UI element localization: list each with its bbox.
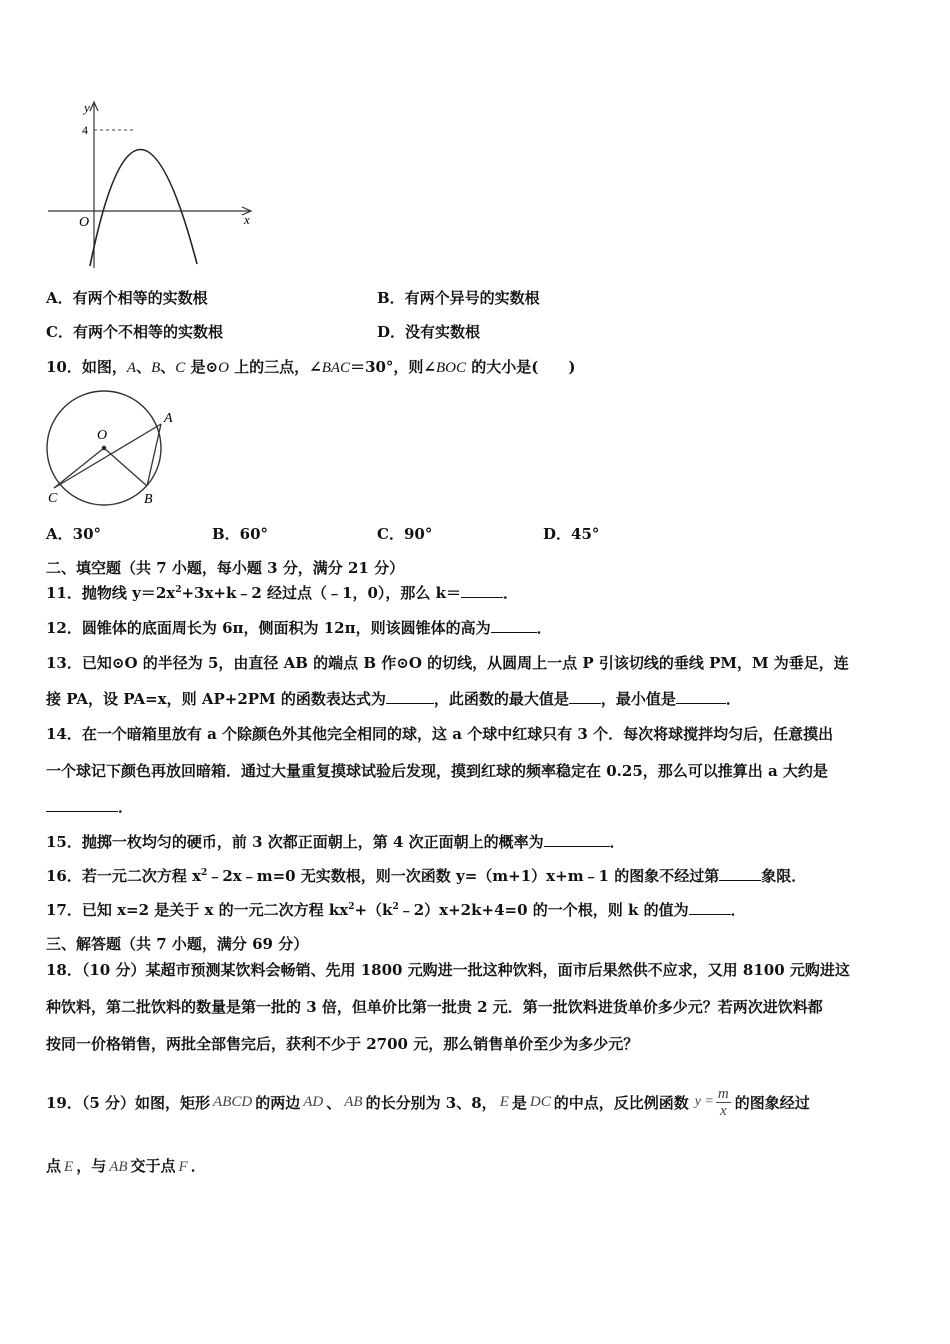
q19-line2: 点 E ，与 AB 交于点 F ． <box>46 1157 206 1175</box>
q13-line2: 接 PA，设 PA=x，则 AP+2PM 的函数表达式为 ，此函数的最大值是 ，最小值是 ． <box>46 690 741 708</box>
q10-text: 10．如图，A、B、C 是⊙O 上的三点，∠BAC＝30°，则∠BOC 的大小是( ) <box>46 358 576 376</box>
y-axis-label: y <box>84 100 90 115</box>
q16-text: 16．若一元二次方程 $x^2﹣2x﹣m=0$ 无实数根，则一次函数 y=（m+1）x+m﹣1 的图象不经过第 象限． <box>46 867 807 885</box>
q17-text: 17．已知 x=2 是关于 x 的一元二次方程 $kx^2+(k^2﹣2)x+2k+4=0$ 的一个根，则 k 的值为 ． <box>46 901 746 919</box>
max-value-label: 4 <box>82 123 88 137</box>
q18-line2: 种饮料，第二批饮料的数量是第一批的 3 倍，但单价比第一批贵 2 元．第一批饮料进货单价多少元？若两次进饮料都 <box>46 998 823 1016</box>
q18-line1: 18．（10 分）某超市预测某饮料会畅销、先用 1800 元购进一批这种饮料，面市后果然供不应求，又用 8100 元购进这 <box>46 961 850 979</box>
q19-line1: 19．（5 分）如图，矩形 ABCD 的两边 AD 、 AB 的长分别为 3、8， E 是 DC 的中点，反比例函数 y = $\frac{m}{x}$ 的图象经过 <box>46 1085 810 1119</box>
q13-line1: 13．已知⊙O 的半径为 5，由直径 AB 的端点 B 作⊙O 的切线，从圆周上一点 P 引该切线的垂线 PM，M 为垂足，连 <box>46 654 849 672</box>
q10-option-d: D．45° <box>543 525 600 543</box>
q18-line3: 按同一价格销售，两批全部售完后，获利不少于 2700 元，那么销售单价至少为多少元？ <box>46 1035 639 1053</box>
q14-line1: 14．在一个暗箱里放有 a 个除颜色外其他完全相同的球，这 a 个球中红球只有 3 个．每次将球搅拌均匀后，任意摸出 <box>46 725 834 743</box>
label-b: B <box>144 492 153 507</box>
parabola-curve <box>90 149 197 266</box>
q10-option-a: A．30° <box>46 525 102 543</box>
q14-line3: ． <box>46 796 133 817</box>
q9-option-c: C．有两个不相等的实数根 <box>46 323 223 341</box>
q14-line2: 一个球记下颜色再放回暗箱．通过大量重复摸球试验后发现，摸到红球的频率稳定在 0.25，那么可以推算出 a 大约是 <box>46 762 828 780</box>
x-axis-label: x <box>244 212 250 227</box>
q10-option-c: C．90° <box>377 525 433 543</box>
section3-title: 三、解答题（共 7 小题，满分 69 分） <box>46 935 309 953</box>
fraction-m-over-x: $\frac{m}{x}$ <box>717 1085 729 1119</box>
label-a: A <box>164 411 173 426</box>
label-c: C <box>48 491 58 506</box>
q9-option-b: B．有两个异号的实数根 <box>377 289 540 307</box>
q11-text: 11．抛物线 $y=2x^2+3x+k﹣2$ 经过点（﹣1，0），那么 k＝ ． <box>46 584 519 602</box>
segment-ca <box>54 424 161 488</box>
label-o: O <box>97 428 108 443</box>
segment-oc <box>54 448 104 488</box>
parabola-figure <box>42 96 267 276</box>
q12-text: 12．圆锥体的底面周长为 6π，侧面积为 12π，则该圆锥体的高为 ． <box>46 619 552 637</box>
q15-text: 15．抛掷一枚均匀的硬币，前 3 次都正面朝上，第 4 次正面朝上的概率为 ． <box>46 833 625 851</box>
origin-label: O <box>79 215 90 230</box>
section2-title: 二、填空题（共 7 小题，每小题 3 分，满分 21 分） <box>46 559 405 577</box>
q9-option-a: A．有两个相等的实数根 <box>46 289 208 307</box>
q10-option-b: B．60° <box>212 525 269 543</box>
circle-figure <box>40 388 175 510</box>
q9-option-d: D．没有实数根 <box>377 323 481 341</box>
